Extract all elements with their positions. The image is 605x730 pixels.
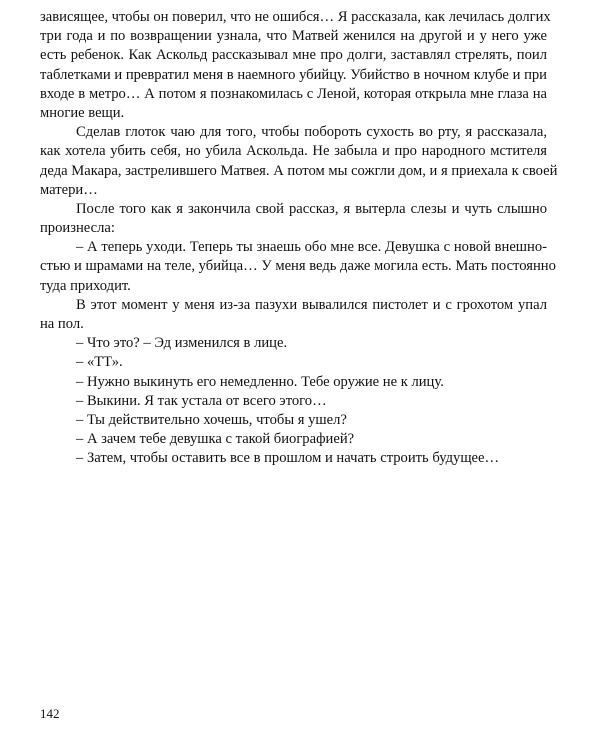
text-line: – Ты действительно хочешь, чтобы я ушел? — [76, 411, 347, 428]
text-line: туда приходит. — [40, 277, 131, 294]
text-line: – Выкини. Я так устала от всего этого… — [76, 392, 327, 409]
text-line: как хотела убить себя, но убила Аскольда. Не забыла и про народного мстителя — [40, 143, 547, 160]
text-line: – «ТТ». — [76, 354, 123, 371]
text-line: – А теперь уходи. Теперь ты знаешь обо мне все. Девушка с новой внешно- — [76, 239, 547, 256]
text-line: таблетками и превратил меня в наемного убийцу. Убийство в ночном клубе и при — [40, 66, 547, 83]
page-number: 142 — [40, 706, 60, 721]
text-line: есть ребенок. Как Аскольд рассказывал мне про долги, заставлял стрелять, поил — [40, 47, 547, 64]
document-body — [40, 8, 558, 469]
text-line: многие вещи. — [40, 104, 125, 121]
text-line: После того как я закончила свой рассказ, я вытерла слезы и чуть слышно — [76, 200, 547, 217]
text-line: – Затем, чтобы оставить все в прошлом и начать строить будущее… — [76, 450, 500, 467]
text-line: – А зачем тебе девушка с такой биографией? — [76, 431, 355, 448]
text-line: – Нужно выкинуть его немедленно. Тебе оружие не к лицу. — [76, 373, 444, 390]
text-line: матери… — [40, 181, 98, 198]
text-line: деда Макара, застрелившего Матвея. А потом мы сожгли дом, и я приехала к своей — [40, 162, 558, 179]
text-line: В этот момент у меня из-за пазухи вывалился пистолет и с грохотом упал — [76, 296, 547, 313]
text-line: три года и по возвращении узнала, что Матвей женился на другой и у него уже — [40, 28, 547, 45]
text-line: входе в метро… А потом я познакомилась с Леной, которая открыла мне глаза на — [40, 85, 547, 102]
text-line: произнесла: — [40, 220, 115, 237]
text-line: на пол. — [40, 316, 84, 332]
text-line: – Что это? – Эд изменился в лице. — [76, 335, 288, 352]
text-line: стью и шрамами на теле, убийца… У меня ведь даже могила есть. Мать постоянно — [40, 258, 556, 275]
text-line: Сделав глоток чаю для того, чтобы побороть сухость во рту, я рассказала, — [76, 124, 547, 141]
text-line: зависящее, чтобы он поверил, что не ошибся… Я рассказала, как лечилась долгих — [40, 9, 551, 25]
